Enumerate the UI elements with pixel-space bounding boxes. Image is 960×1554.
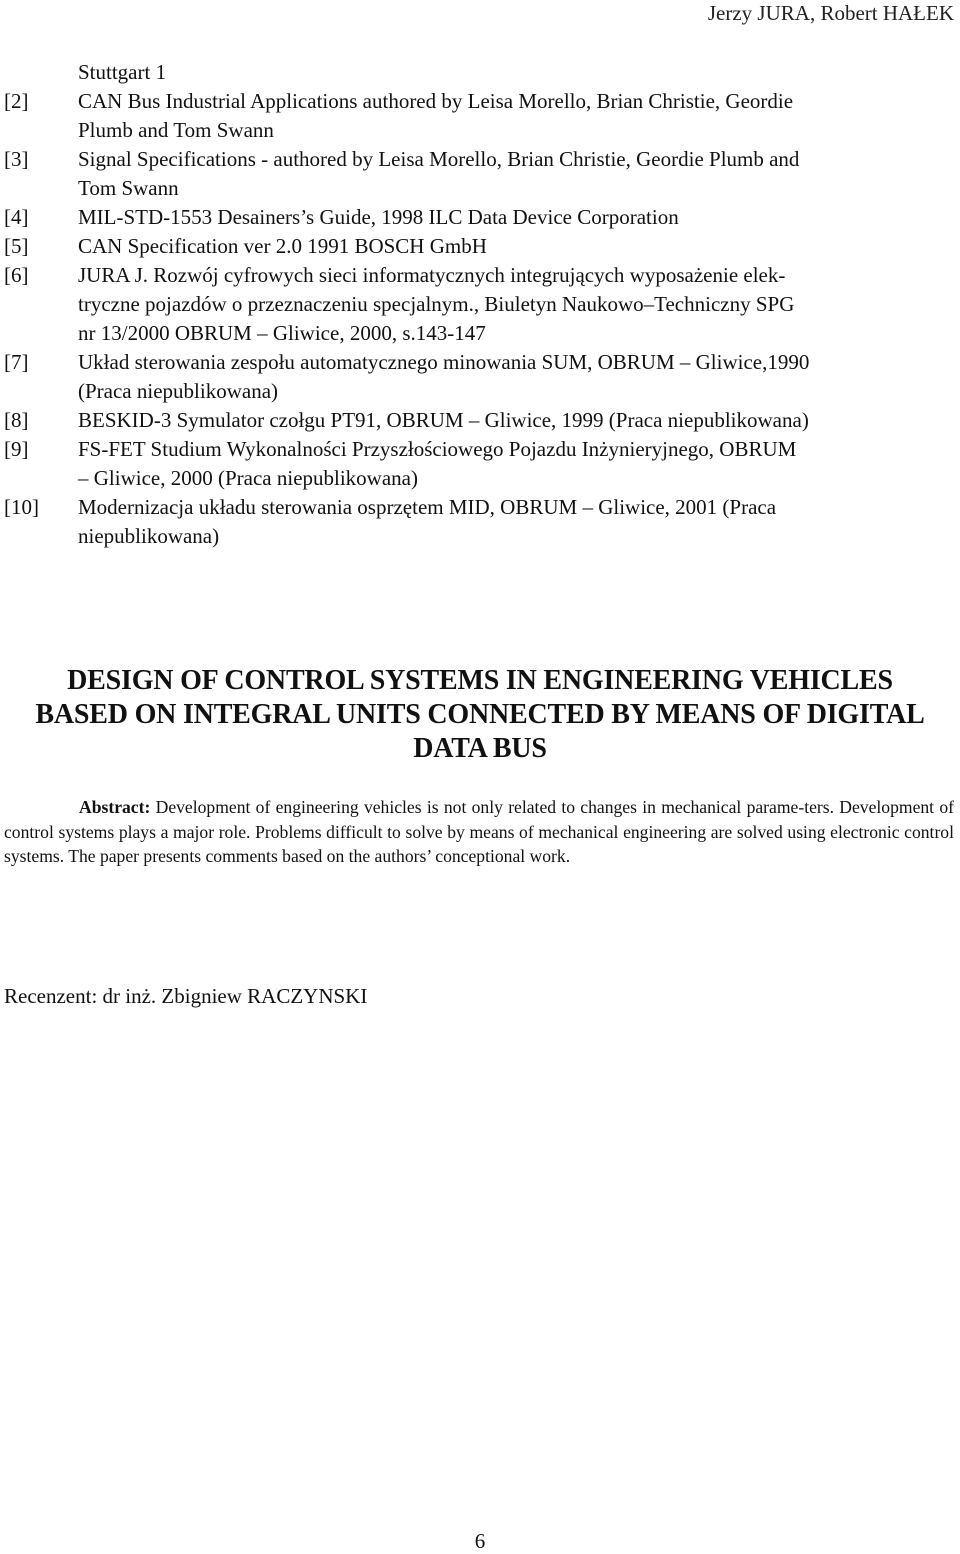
reference-text: CAN Bus Industrial Applications authored by Leisa Morello, Brian Christie, Geordie Plumb and Tom Swann <box>78 89 794 142</box>
reference-number: [8] <box>4 408 29 432</box>
page-number: 6 <box>474 1529 486 1553</box>
reviewer-note: Recenzent: dr inż. Zbigniew RACZYNSKI <box>4 984 368 1008</box>
reference-number: [7] <box>4 350 29 374</box>
reference-list <box>0 58 960 551</box>
reference-text: Układ sterowania zespołu automatycznego minowania SUM, OBRUM – Gliwice,1990 (Praca niepublikowana) <box>78 350 810 403</box>
reference-item <box>0 145 960 203</box>
reference-text: JURA J. Rozwój cyfrowych sieci informatycznych integrujących wyposażenie elek- tryczne pojazdów o przeznaczeniu specjalnym., Biuletyn Naukowo–Techniczny SPG nr 13/2000 OBRUM – Gliwice, 2000, s.143-147 <box>78 263 795 345</box>
abstract-label: Abstract: <box>79 797 151 817</box>
reference-number: [4] <box>4 205 29 229</box>
reference-text: BESKID-3 Symulator czołgu PT91, OBRUM – Gliwice, 1999 (Praca niepublikowana) <box>78 408 809 432</box>
reference-text: Signal Specifications - authored by Leisa Morello, Brian Christie, Geordie Plumb and Tom Swann <box>78 147 800 200</box>
reference-text: FS-FET Studium Wykonalności Przyszłościowego Pojazdu Inżynieryjnego, OBRUM – Gliwice, 2000 (Praca niepublikowana) <box>78 437 797 490</box>
reference-text: MIL-STD-1553 Desainers’s Guide, 1998 ILC Data Device Corporation <box>78 205 679 229</box>
reference-number: [3] <box>4 147 29 171</box>
reference-continuation-text: Stuttgart 1 <box>78 60 167 84</box>
abstract-text: Development of engineering vehicles is not only related to changes in mechanical parame-ters. Development of control systems plays a major role. Problems difficult to solve by means of mechanical engineering are solved using electronic control systems. The paper presents comments based on the authors’ conceptional work. <box>4 797 954 866</box>
reference-item <box>0 493 960 551</box>
reference-number: [6] <box>4 263 29 287</box>
english-title-line: BASED ON INTEGRAL UNITS CONNECTED BY MEANS OF DIGITAL <box>35 699 925 730</box>
running-head: Jerzy JURA, Robert HAŁEK <box>707 1 954 25</box>
reference-number: [10] <box>4 495 39 519</box>
reference-item <box>0 87 960 145</box>
reference-item <box>0 203 960 232</box>
reference-item <box>0 348 960 406</box>
reference-number: [9] <box>4 437 29 461</box>
reference-item <box>0 435 960 493</box>
english-title-line: DATA BUS <box>413 733 547 764</box>
reference-item <box>0 406 960 435</box>
english-title-line: DESIGN OF CONTROL SYSTEMS IN ENGINEERING VEHICLES <box>67 665 893 696</box>
reference-continuation <box>0 58 960 87</box>
reference-text: CAN Specification ver 2.0 1991 BOSCH GmbH <box>78 234 487 258</box>
reference-text: Modernizacja układu sterowania osprzętem MID, OBRUM – Gliwice, 2001 (Praca niepublikowana) <box>78 495 777 548</box>
reference-item <box>0 232 960 261</box>
english-title <box>0 664 960 766</box>
reference-number: [2] <box>4 89 29 113</box>
reference-item <box>0 261 960 348</box>
abstract <box>4 795 954 869</box>
reference-number: [5] <box>4 234 29 258</box>
